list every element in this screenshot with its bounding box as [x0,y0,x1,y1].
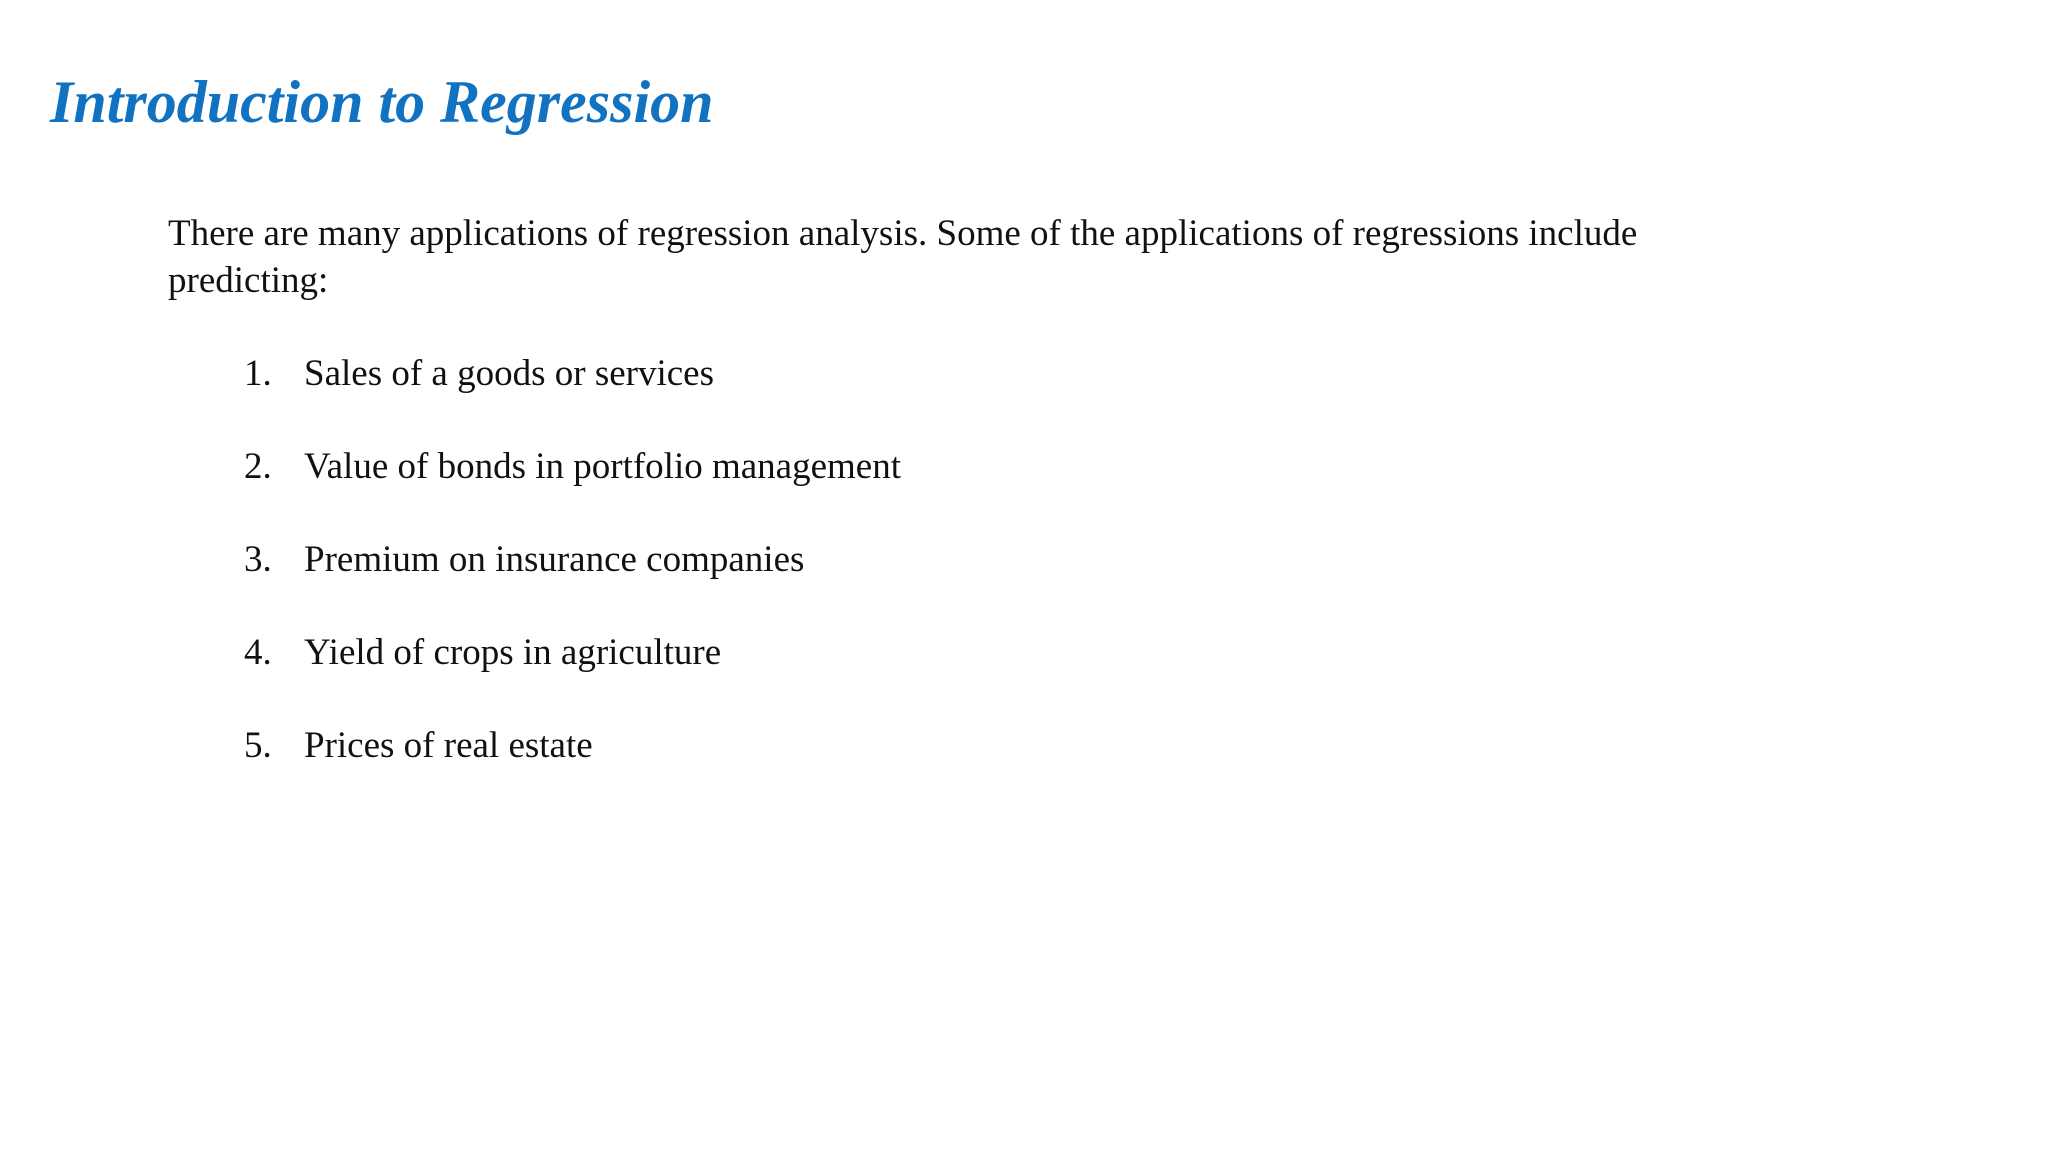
list-item-text: Value of bonds in portfolio management [304,446,902,487]
list-item-number: 4. [244,632,272,673]
list-item-text: Premium on insurance companies [304,539,805,580]
list-item [244,350,901,443]
list-item-text: Sales of a goods or services [304,353,714,394]
list-item-number: 2. [244,446,272,487]
list-item [244,536,901,629]
intro-paragraph: There are many applications of regression analysis. Some of the applications of regressions include predicting: [168,213,1638,301]
list-item [244,722,901,815]
list-item-number: 5. [244,725,272,766]
applications-list [244,350,901,815]
list-item-text: Prices of real estate [304,725,593,766]
list-item-number: 3. [244,539,272,580]
list-item-text: Yield of crops in agriculture [304,632,722,673]
list-item-number: 1. [244,353,272,394]
list-item [244,629,901,722]
slide-title: Introduction to Regression [50,69,714,135]
list-item [244,443,901,536]
